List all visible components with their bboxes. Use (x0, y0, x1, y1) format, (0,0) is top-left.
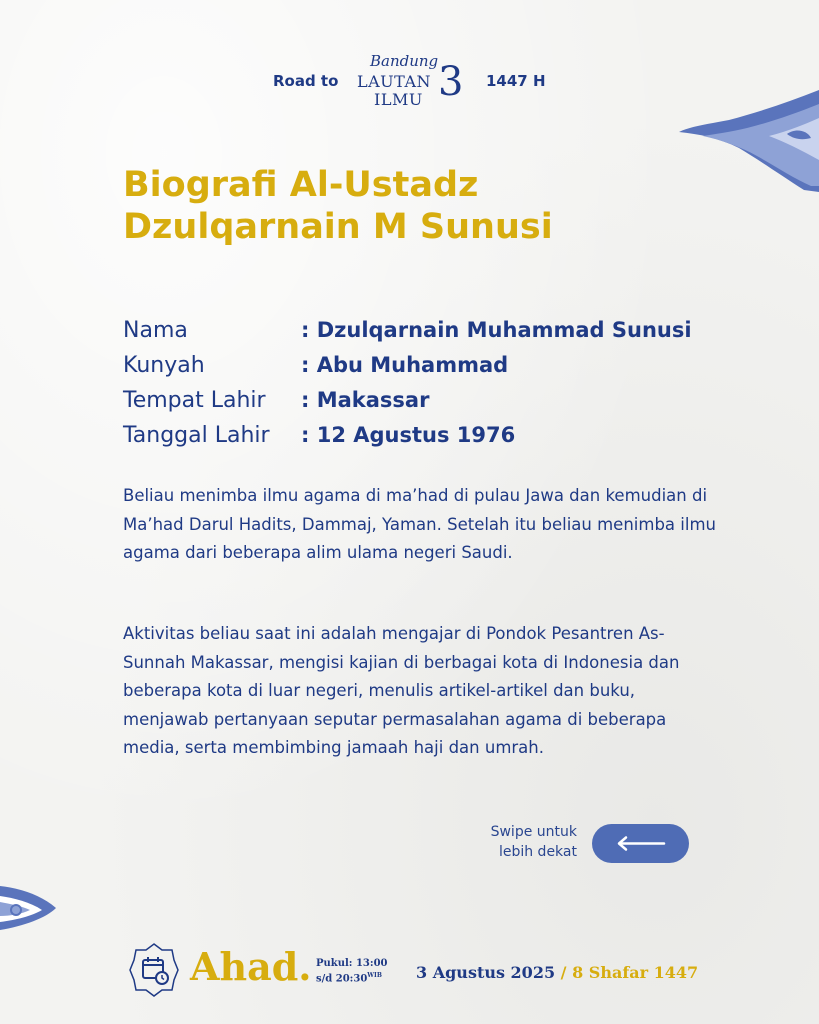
time-zone: WIB (367, 972, 382, 979)
logo-line1: LAUTAN (357, 72, 432, 91)
profile-value: : 12 Agustus 1976 (301, 423, 516, 447)
profile-label: Kunyah (123, 353, 205, 378)
profile-label: Nama (123, 318, 188, 343)
page-title: Biografi Al-Ustadz Dzulqarnain M Sunusi (123, 165, 553, 247)
event-footer (0, 938, 819, 1008)
profile-value: : Dzulqarnain Muhammad Sunusi (301, 318, 692, 342)
profile-label: Tanggal Lahir (123, 423, 270, 448)
logo-number: 3 (438, 59, 464, 105)
event-time-end-line (316, 970, 387, 985)
profile-row-tanggal-lahir (123, 423, 763, 458)
profile-info (123, 318, 763, 458)
profile-value: : Abu Muhammad (301, 353, 509, 377)
event-time-start: Pukul: 13:00 (316, 958, 388, 969)
gregorian-date: 3 Agustus 2025 (416, 963, 556, 982)
header (0, 52, 819, 116)
logo-line2: ILMU (374, 90, 423, 109)
event-day: Ahad. (190, 944, 312, 989)
logo-script-text: Bandung (370, 52, 439, 70)
arrow-left-icon (592, 824, 689, 863)
event-logo (352, 52, 472, 116)
swipe-hint (455, 822, 577, 862)
profile-label: Tempat Lahir (123, 388, 266, 413)
bio-paragraph-activities: Aktivitas beliau saat ini adalah mengajar di Pondok Pesantren As-Sunnah Makassar, mengisi kajian di berbagai kota di Indonesia dan beberapa kota di luar negeri, menulis artikel-artikel dan buku, menjawab pertanyaan seputar permasalahan agama di beberapa media, serta membimbing jamaah haji dan umrah. (123, 624, 680, 757)
hijri-year: 1447 H (486, 72, 546, 90)
bio-paragraph-education: Beliau menimba ilmu agama di ma’had di pulau Jawa dan kemudian di Ma’had Darul Hadits, Dammaj, Yaman. Setelah itu beliau menimba ilmu agama dari beberapa alim ulama negeri Saudi. (123, 486, 716, 562)
calendar-clock-icon (128, 942, 180, 998)
profile-value: : Makassar (301, 388, 430, 412)
swipe-hint-line1: Swipe untuk (490, 824, 577, 840)
cloud-ornament-bottom-left (0, 878, 62, 934)
swipe-next-button[interactable] (592, 824, 689, 863)
swipe-hint-line2: lebih dekat (498, 844, 577, 860)
profile-row-tempat-lahir (123, 388, 763, 423)
event-time-end: s/d 20:30 (316, 973, 368, 985)
profile-row-kunyah (123, 353, 763, 388)
date-separator: / (555, 963, 573, 982)
road-to-text: Road to (273, 72, 339, 90)
profile-row-nama (123, 318, 763, 353)
event-time (316, 958, 387, 985)
hijri-date: 8 Shafar 1447 (572, 963, 699, 982)
event-date (416, 963, 698, 982)
